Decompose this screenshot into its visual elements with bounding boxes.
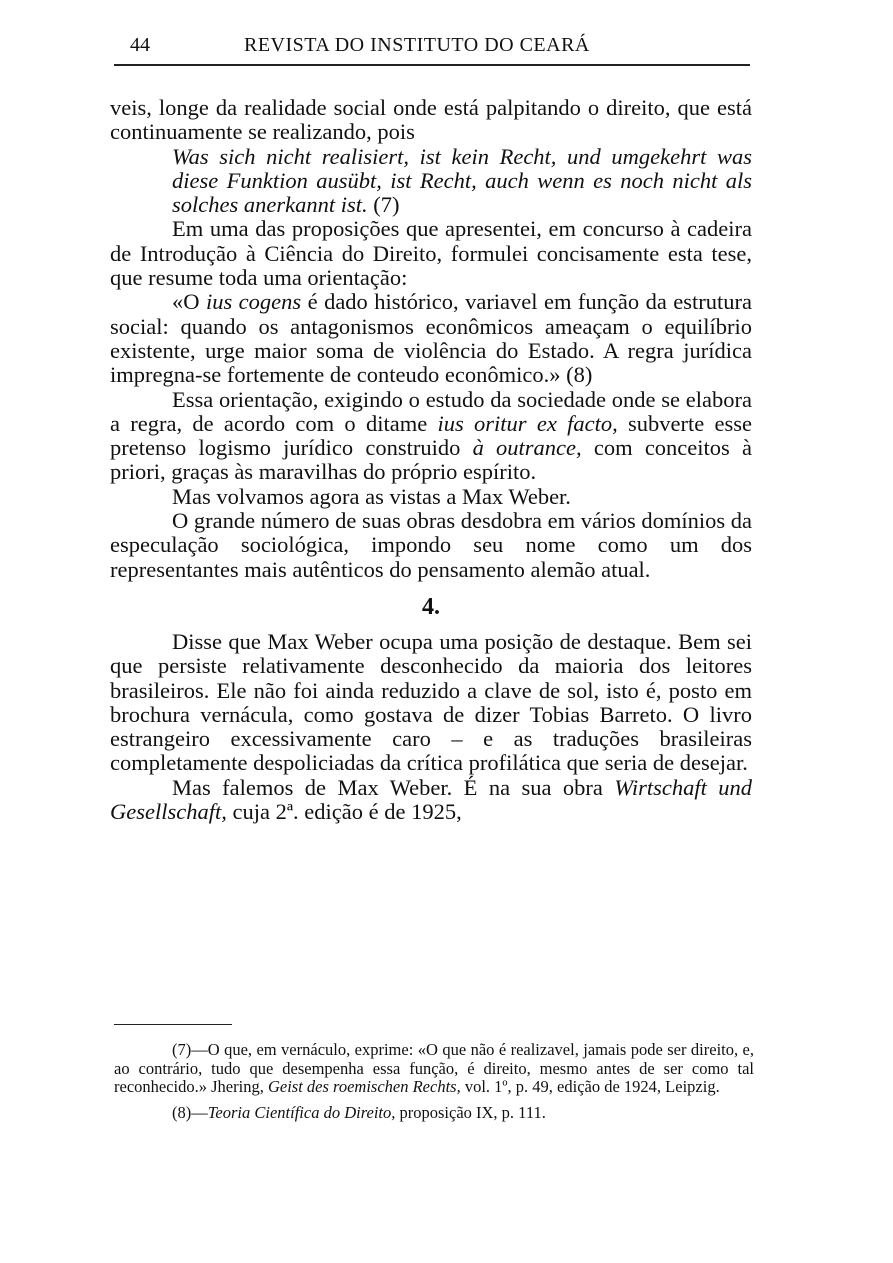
paragraph-orientation: Essa orientação, exigindo o estudo da sociedade onde se elabora a regra, de acordo com o ditame ius oritur ex facto, subverte esse pretenso logismo jurídico construido à outrance, com conceitos à priori, graças às maravilhas do próprio espírito. bbox=[110, 386, 752, 485]
page-header bbox=[114, 34, 750, 64]
latin-maxim: ius oritur ex facto, bbox=[437, 410, 618, 436]
paragraph-weber-works: O grande número de suas obras desdobra em vários domínios da especulação sociológica, impondo seu nome como um dos representantes mais autênticos do pensamento alemão atual. bbox=[110, 508, 752, 582]
paragraph-continuation: veis, longe da realidade social onde está palpitando o direito, que está continuamente se realizando, pois bbox=[110, 95, 752, 145]
proposition-quote: «O ius cogens é dado histórico, variavel em função da estrutura social: quando os antagonismos econômicos ameaçam o equilíbrio existente, urge maior soma de violência do Estado. A regra jurídica impregna-se fortemente de conteudo econômico.» (8) bbox=[110, 289, 753, 388]
german-quotation bbox=[172, 145, 752, 218]
paragraph-weber-work: Mas falemos de Max Weber. É na sua obra Wirtschaft und Gesellschaft, cuja 2ª. edição é de 1925, bbox=[110, 774, 752, 825]
work-title: Wirtschaft und Gesellschaft, bbox=[110, 774, 752, 825]
footnote-7: (7)—O que, em vernáculo, exprime: «O que não é realizavel, jamais pode ser direito, e, ao contrário, tudo que desempenha essa função, é direito, mesmo antes de ser como tal reconhecido.» Jhering, Geist des roemischen Rechts, vol. 1º, p. 49, edição de 1924, Leipzig. bbox=[114, 1040, 754, 1096]
french-phrase: à outrance, bbox=[472, 435, 582, 461]
footnote-8: (8)—Teoria Científica do Direito, proposição IX, p. 111. bbox=[172, 1102, 546, 1122]
running-title: REVISTA DO INSTITUTO DO CEARÁ bbox=[244, 34, 590, 56]
paragraph-proposition: Em uma das proposições que apresentei, em concurso à cadeira de Introdução à Ciência do Direito, formulei concisamente esta tese, que resume toda uma orientação: bbox=[110, 216, 752, 291]
german-quotation-text: Was sich nicht realisiert, ist kein Recht, und umgekehrt was diese Funktion ausübt, ist Recht, auch wenn es noch nicht als solches anerkannt ist. bbox=[172, 143, 752, 218]
footnote-7-title: Geist des roemischen Rechts, bbox=[267, 1077, 461, 1096]
footnote-rule bbox=[114, 1024, 232, 1025]
latin-term: ius cogens bbox=[205, 289, 302, 315]
body-text bbox=[110, 96, 752, 824]
footnote-8-title: Teoria Científica do Direito, bbox=[207, 1102, 396, 1122]
page-number: 44 bbox=[130, 34, 150, 56]
paragraph-weber-position: Disse que Max Weber ocupa uma posição de destaque. Bem sei que persiste relativamente desconhecido da maioria dos leitores brasileiros. Ele não foi ainda reduzido a clave de sol, isto é, posto em brochura vernácula, como gostava de dizer Tobias Barreto. O livro estrangeiro excessivamente caro – e as traduções brasileiras completamente despoliciadas da crítica profilática que seria de desejar. bbox=[110, 628, 752, 776]
header-rule bbox=[114, 64, 750, 66]
footnotes bbox=[114, 1041, 754, 1129]
section-heading: 4. bbox=[422, 593, 440, 620]
paragraph-weber-intro: Mas volvamos agora as vistas a Max Weber. bbox=[172, 483, 571, 509]
footnote-ref-7: (7) bbox=[373, 192, 400, 218]
